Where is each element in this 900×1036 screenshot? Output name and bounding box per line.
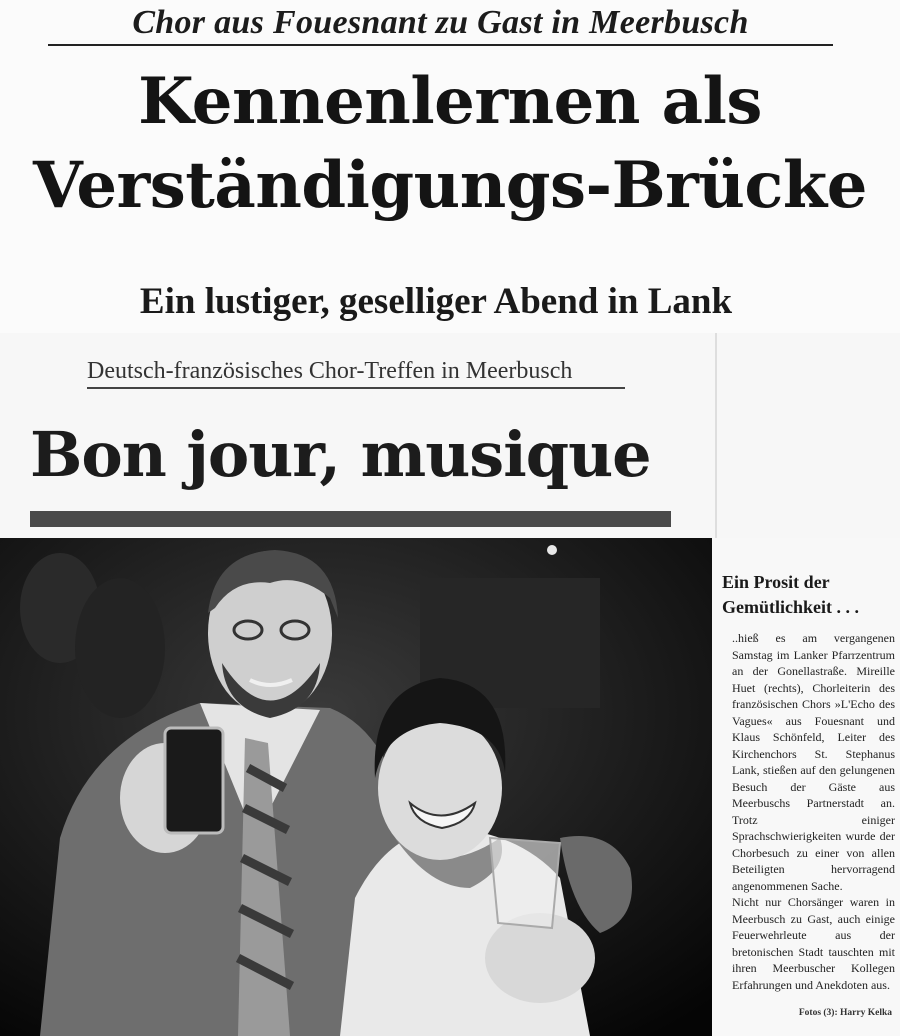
caption-body [732, 630, 895, 993]
clipping-top [0, 0, 900, 333]
photo-credit: Fotos (3): Harry Kelka [798, 1008, 892, 1018]
clipping-middle [0, 333, 900, 538]
subheadline: Ein lustiger, geselliger Abend in Lank [139, 281, 733, 322]
kicker-line: Deutsch-französisches Chor-Treffen in Meerbusch [87, 355, 625, 389]
caption-column [712, 538, 900, 1036]
headline-line-2: Verständigungs-Brücke [33, 148, 867, 223]
headline-line-1: Kennenlernen als [138, 64, 762, 139]
caption-paragraph: ..hieß es am vergangenen Samstag im Lanker Pfarrzentrum an der Gonellastraße. Mireille Huet (rechts), Chorleiterin des französischen Chors »L'Echo des Vagues« aus Fouesnant und Klaus Schönfeld, Leiter des Kirchenchors St. Stephanus Lank, stießen auf den gelungenen Besuch der Gäste aus Meerbuschs Partnerstadt an. Trotz einiger Sprachschwierigkeiten wurde der Chorbesuch zu einer von allen Beteiligten hervorragend angenommenen Sache. [732, 631, 895, 893]
headline-rule [30, 511, 671, 527]
caption-title: Ein Prosit der Gemütlichkeit . . . [722, 572, 859, 617]
photo-two-people-toasting [0, 538, 712, 1036]
headline [0, 60, 900, 228]
clipping-edge [715, 333, 717, 538]
headline: Bon jour, musique [30, 418, 651, 491]
caption-paragraph: Nicht nur Chorsänger waren in Meerbusch zu Gast, auch einige Feuerwehrleute aus der bretonischen Stadt tauschten mit ihren Meerbuscher Kollegen Erfahrungen und Anekdoten aus. [732, 895, 895, 992]
kicker-line: Chor aus Fouesnant zu Gast in Meerbusch [48, 2, 833, 46]
